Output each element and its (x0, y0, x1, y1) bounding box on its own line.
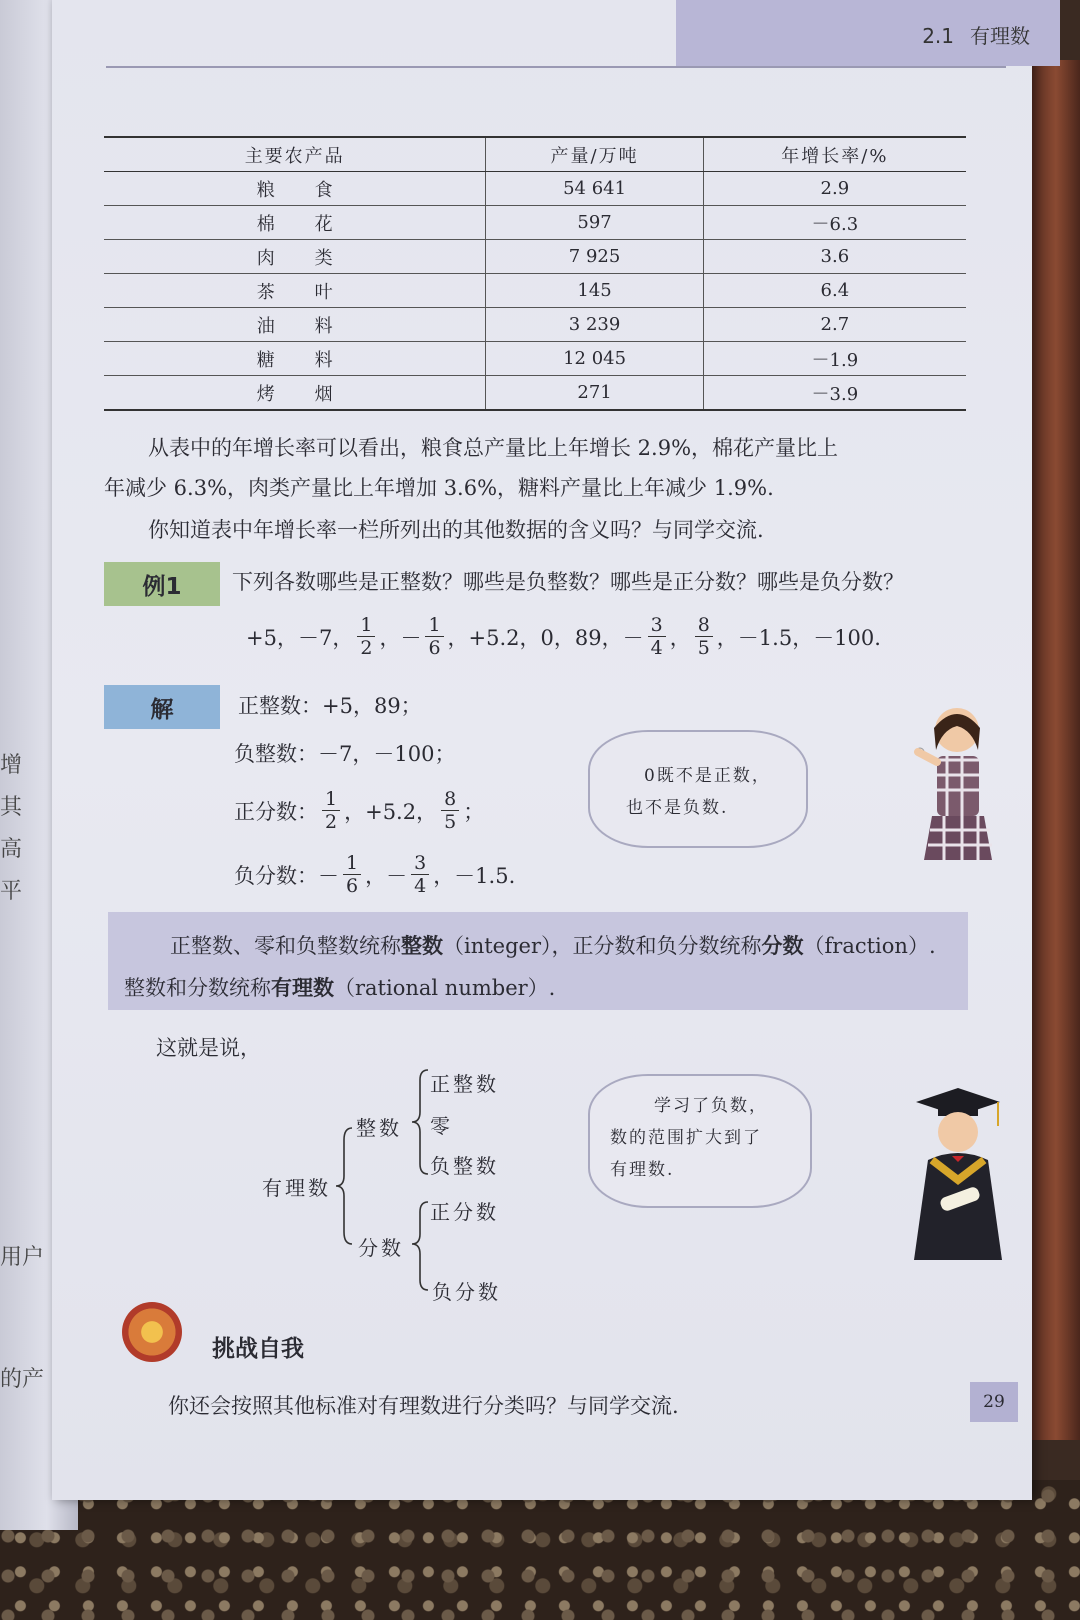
denominator: 5 (444, 811, 457, 833)
bubble-line: 有理数. (610, 1160, 675, 1180)
tree-positive-fractions: 正分数 (430, 1200, 499, 1224)
column-header: 主要农产品 (104, 137, 486, 172)
table-cell: 12 045 (486, 342, 703, 376)
target-icon (122, 1302, 182, 1362)
sign: － (622, 625, 644, 650)
tree-zero: 零 (430, 1114, 453, 1138)
bubble-line: 数的范围扩大到了 (610, 1128, 762, 1148)
denominator: 6 (346, 875, 359, 897)
paragraph-line: 从表中的年增长率可以看出，粮食总产量比上年增长 2.9%，棉花产量比上 (148, 436, 839, 460)
column-header: 年增长率/% (703, 137, 966, 172)
tree-negative-integers: 负整数 (430, 1154, 499, 1178)
numerator: 1 (425, 614, 443, 637)
definition-text: （fraction）. (803, 934, 936, 958)
left-page-fragment: 增 (0, 753, 23, 778)
table-cell: 2.7 (703, 308, 966, 342)
left-page-fragment: 的产 (0, 1367, 45, 1392)
table-cell: 棉花 (104, 206, 486, 240)
table-cell: 7 925 (486, 240, 703, 274)
bubble-line: 学习了负数， (654, 1096, 768, 1116)
background-floor (0, 1480, 1080, 1620)
challenge-title: 挑战自我 (212, 1336, 304, 1362)
solution-badge: 解 (104, 685, 220, 729)
number: －1.5，－100. (737, 625, 881, 650)
textbook-page (52, 0, 1032, 1500)
numerator: 3 (648, 614, 666, 637)
table-cell: －6.3 (703, 206, 966, 240)
section-title: 有理数 (970, 24, 1030, 48)
paragraph-line: 年减少 6.3%，肉类产量比上年增加 3.6%，糖料产量比上年减少 1.9%. (104, 476, 774, 500)
denominator: 2 (360, 637, 373, 659)
denominator: 5 (697, 637, 710, 659)
classification-braces (52, 0, 1032, 1500)
table-cell: 2.9 (703, 172, 966, 206)
tree-positive-integers: 正整数 (430, 1072, 499, 1096)
definition-text: （integer），正分数和负分数统称 (443, 934, 762, 958)
table-cell: 粮食 (104, 172, 486, 206)
tree-negative-fractions: 负分数 (432, 1280, 501, 1304)
separator: ， (669, 625, 691, 650)
thought-bubble-range-text (610, 1090, 768, 1186)
left-page-fragment: 高 (0, 837, 23, 862)
number: +5.2，0，89， (468, 625, 623, 650)
paragraph-question: 你知道表中年增长率一栏所列出的其他数据的含义吗？与同学交流. (148, 518, 764, 542)
table-cell: 6.4 (703, 274, 966, 308)
numerator: 1 (322, 788, 340, 811)
challenge-text: 你还会按照其他标准对有理数进行分类吗？与同学交流. (168, 1394, 679, 1418)
table-edge (1032, 60, 1080, 1440)
left-page-fragment: 其 (0, 795, 23, 820)
definition-text: 整数和分数统称 (124, 976, 271, 1000)
separator: ， (447, 625, 469, 650)
denominator: 4 (414, 875, 427, 897)
table-cell: －1.9 (703, 342, 966, 376)
table-cell: 271 (486, 376, 703, 411)
term-integer: 整数 (401, 934, 443, 958)
number: －7， (297, 625, 354, 650)
table-cell: 597 (486, 206, 703, 240)
table-cell: 54 641 (486, 172, 703, 206)
denominator: 4 (650, 637, 663, 659)
number: ，－1.5. (433, 863, 516, 888)
bubble-line: 也不是负数. (626, 798, 729, 818)
separator: ， (365, 863, 387, 888)
table-cell: 油料 (104, 308, 486, 342)
left-page-fragment: 平 (0, 879, 23, 904)
numerator: 8 (441, 788, 459, 811)
table-cell: 3 239 (486, 308, 703, 342)
table-cell: 烤烟 (104, 376, 486, 411)
separator: ， (716, 625, 738, 650)
sign: － (386, 863, 408, 888)
table-cell: －3.9 (703, 376, 966, 411)
graduate-boy-illustration (898, 1080, 1018, 1270)
column-header: 产量/万吨 (486, 137, 703, 172)
sign: － (400, 625, 422, 650)
left-page-fragment: 用户 (0, 1245, 45, 1270)
numerator: 1 (343, 852, 361, 875)
table-cell: 145 (486, 274, 703, 308)
section-number: 2.1 (922, 24, 954, 48)
tree-integers: 整数 (356, 1116, 402, 1140)
bubble-line: 0既不是正数， (644, 766, 771, 786)
number: +5， (246, 625, 298, 650)
tree-intro: 这就是说， (156, 1036, 261, 1060)
table-cell: 茶叶 (104, 274, 486, 308)
label: 正分数： (234, 799, 318, 824)
table-cell: 肉类 (104, 240, 486, 274)
numerator: 3 (411, 852, 429, 875)
example-badge: 例1 (104, 562, 220, 606)
term-rational-number: 有理数 (271, 976, 334, 1000)
solution-positive-integers: 正整数：+5，89； (238, 694, 422, 718)
separator: ； (463, 799, 485, 824)
definition-text: （rational number）. (334, 976, 556, 1000)
numerator: 1 (357, 614, 375, 637)
table-cell: 3.6 (703, 240, 966, 274)
denominator: 6 (428, 637, 441, 659)
example-question: 下列各数哪些是正整数？哪些是负整数？哪些是正分数？哪些是负分数？ (232, 570, 904, 594)
solution-negative-integers: 负整数：－7，－100； (234, 742, 456, 766)
numerator: 8 (695, 614, 713, 637)
term-fraction: 分数 (761, 934, 804, 958)
definition-text: 正整数、零和负整数统称 (170, 934, 401, 958)
sign: － (318, 863, 339, 888)
table-cell: 糖料 (104, 342, 486, 376)
denominator: 2 (325, 811, 338, 833)
label: 负分数： (234, 863, 318, 888)
tree-fractions: 分数 (358, 1236, 404, 1260)
tree-root: 有理数 (262, 1176, 331, 1200)
page-number: 29 (970, 1382, 1018, 1422)
number: ，+5.2， (344, 799, 438, 824)
separator: ， (379, 625, 401, 650)
